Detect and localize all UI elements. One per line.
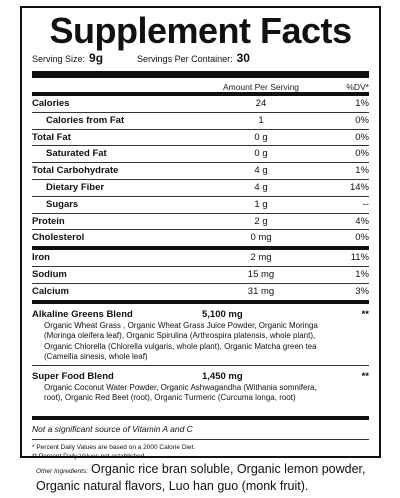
blend-section [32, 304, 369, 366]
blend-section [32, 366, 369, 420]
nutrient-row: Saturated Fat 0 g 0% [32, 146, 369, 163]
serving-size-label: Serving Size: [32, 54, 86, 64]
nutrient-row: Sugars 1 g -- [32, 197, 369, 214]
amount-header: Amount Per Serving [222, 82, 300, 92]
servings-per-container-label: Servings Per Container: [137, 54, 233, 64]
nutrient-row: Iron 2 mg 11% [32, 250, 369, 267]
nutrient-row: Calories 24 1% [32, 96, 369, 113]
vitamin-note: Not a significant source of Vitamin A and C [32, 420, 369, 440]
other-ingredients-label: Other Ingredients: [36, 468, 89, 475]
blend-amount: 5,100 mg [202, 308, 243, 320]
nutrient-row: Sodium 15 mg 1% [32, 267, 369, 284]
nutrient-row: Dietary Fiber 4 g 14% [32, 180, 369, 197]
footnote: ** Percent Daily Values not established [32, 452, 145, 460]
nutrient-row: Calcium 31 mg 3% [32, 284, 369, 304]
serving-info [32, 51, 369, 78]
other-ingredients [36, 462, 386, 493]
nutrient-row: Calories from Fat 1 0% [32, 113, 369, 130]
nutrient-row: Protein 2 g 4% [32, 214, 369, 231]
supplement-facts-panel [20, 6, 381, 458]
servings-per-container-value: 30 [236, 51, 250, 65]
nutrient-row: Total Carbohydrate 4 g 1% [32, 163, 369, 180]
other-ingredients-text: Organic rice bran soluble, Organic lemon powder, Organic natural flavors, Luo han guo (monk fruit). [36, 462, 366, 493]
blend-ingredients: Organic Wheat Grass , Organic Wheat Grass Juice Powder, Organic Moringa (Moringa oleifera leaf), Organic Spirulina (Arthrospira platensis, whole plant), Organic Chlorella (Chlorella vulgaris, whole plant), Organic Matcha green tea (Camellia sinesis, whole leaf) [44, 320, 318, 362]
blend-amount: 1,450 mg [202, 370, 243, 382]
blend-name: Alkaline Greens Blend [32, 308, 133, 320]
blend-dv: ** [361, 308, 369, 320]
footnote: * Percent Daily Values are based on a 2000 Calorie Diet. [32, 443, 196, 451]
footnotes [32, 440, 369, 461]
dv-header: %DV* [346, 82, 369, 92]
blend-dv: ** [361, 370, 369, 382]
blend-ingredients: Organic Coconut Water Powder, Organic Ashwagandha (Withania somnifera, root), Organic Red Beet (root), Organic Turmeric (Curcuma longa, root) [44, 382, 317, 403]
nutrient-row: Total Fat 0 g 0% [32, 130, 369, 147]
serving-size-value: 9g [89, 51, 104, 65]
column-header [32, 78, 369, 96]
nutrient-row: Cholesterol 0 mg 0% [32, 230, 369, 250]
panel-title: Supplement Facts [49, 10, 352, 51]
blend-name: Super Food Blend [32, 370, 114, 382]
